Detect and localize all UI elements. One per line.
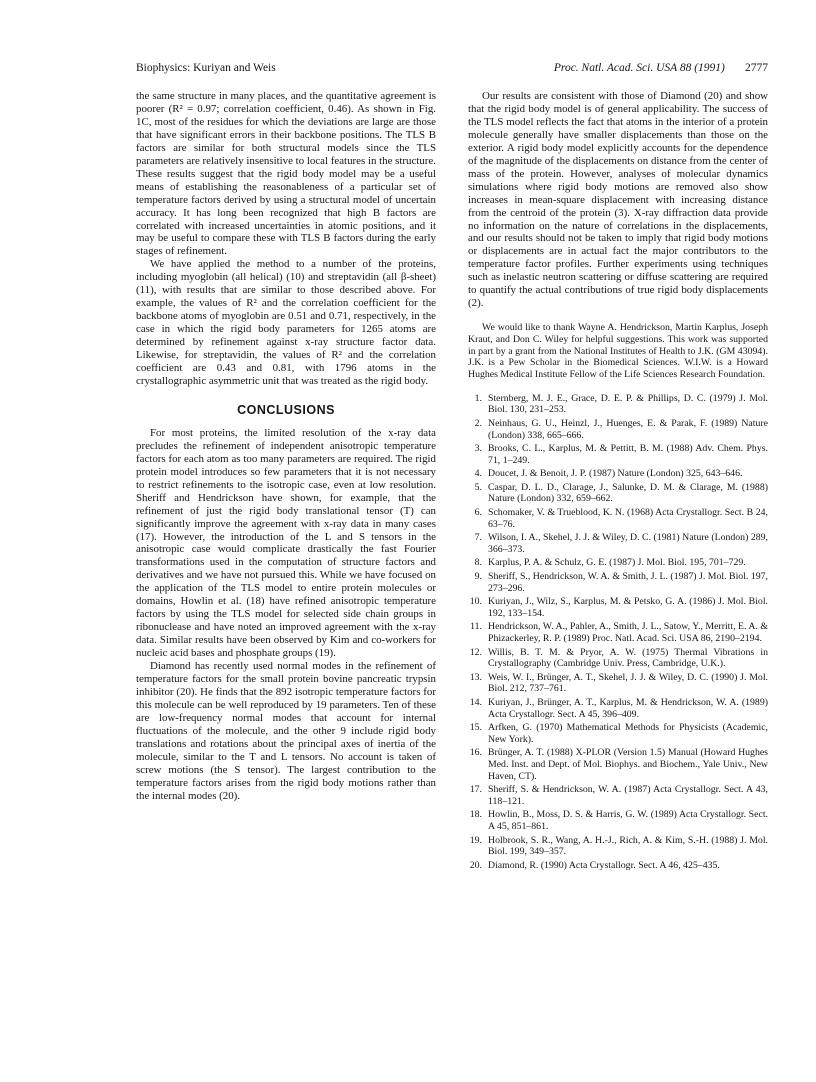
reference-item <box>468 418 768 441</box>
reference-number: 3. <box>474 443 482 455</box>
reference-number: 4. <box>474 468 482 480</box>
reference-number: 15. <box>469 722 482 734</box>
reference-number: 12. <box>469 646 482 658</box>
reference-text: Doucet, J. & Benoit, J. P. (1987) Nature (London) 325, 643–646. <box>488 468 743 480</box>
paragraph: We have applied the method to a number of the proteins, including myoglobin (all helical) (10) and streptavidin (all β-sheet) (11), with results that are similar to those described above. For example, the values of R² and the correlation coefficient for the backbone atoms of myoglobin are 0.51 and 0.71, respectively, in the case in which the rigid body parameters for 1265 atoms are determined by refinement against x-ray structure factor data. Likewise, for streptavidin, the values of R² and the correlation coefficient are 0.43 and 0.81, with 1796 atoms in the crystallographic asymmetric unit that was treated as the rigid body. <box>136 258 436 387</box>
header-section-authors: Biophysics: Kuriyan and Weis <box>136 62 276 74</box>
paragraph: Our results are consistent with those of Diamond (20) and show that the rigid body model is of general applicability. The success of the TLS model reflects the fact that atoms in the interior of a protein molecule generally have smaller displacements than those on the exterior. A rigid body model explicitly accounts for the dependence of the magnitude of the displacements on distance from the center of mass of the protein. However, analyses of molecular dynamics simulations where rigid body motions are removed also show increases in mean-square displacement with increasing distance from the centroid of the protein (3). X-ray diffraction data provide no information on the nature of correlations in the displacements, and our results should not be taken to imply that rigid body motions or displacements are in actual fact the major contributors to the temperature factor profiles. Further experiments using techniques such as inelastic neutron scattering or diffuse scattering are required to quantify the actual contributions of true rigid body displacements (2). <box>468 90 768 310</box>
reference-number: 20. <box>469 859 482 871</box>
reference-item <box>468 443 768 466</box>
reference-item <box>468 747 768 782</box>
paragraph: For most proteins, the limited resolution of the x-ray data precludes the refinement of independent anisotropic temperature factors for each atom as too many parameters are required. The rigid protein model introduces so few parameters that it is not necessary to restrict refinements to the isotropic case, even at low resolution. Sheriff and Hendrickson have shown, for example, that the refinement of just the rigid body translational tensor (T) can significantly improve the agreement with x-ray data in many cases (17). However, the introduction of the L and S tensors in the anisotropic case would complicate drastically the fast Fourier transformations used in the computation of structure factors and derivatives and we have not pursued this. While we have focused on the application of the TLS model to entire protein molecules or domains, Howlin et al. (18) have refined anisotropic temperature factors by using the TLS model for selected side chain groups in ribonuclease and have noted an improved agreement with the x-ray data. Similar results have been observed by Kim and co-workers for nucleic acid bases and phosphate groups (19). <box>136 426 436 660</box>
reference-item <box>468 393 768 416</box>
reference-item <box>468 809 768 832</box>
reference-item <box>468 722 768 745</box>
reference-number: 1. <box>474 392 482 404</box>
reference-item <box>468 860 768 872</box>
reference-text: Kuriyan, J., Wilz, S., Karplus, M. & Petsko, G. A. (1986) J. Mol. Biol. 192, 133–154. <box>488 596 768 619</box>
acknowledgments: We would like to thank Wayne A. Hendrickson, Martin Karplus, Joseph Kraut, and Don C. Wiley for helpful suggestions. This work was supported in part by a grant from the National Institutes of Health to J.K. (GM 43094). J.K. is a Pew Scholar in the Biomedical Sciences. W.I.W. is a Howard Hughes Medical Institute Fellow of the Life Sciences Research Foundation. <box>468 322 768 381</box>
reference-text: Neinhaus, G. U., Heinzl, J., Huenges, E. & Parak, F. (1989) Nature (London) 338, 665–666. <box>488 417 768 441</box>
reference-number: 13. <box>469 671 482 683</box>
reference-item <box>468 835 768 858</box>
reference-text: Diamond, R. (1990) Acta Crystallogr. Sect. A 46, 425–435. <box>488 859 720 871</box>
reference-text: Caspar, D. L. D., Clarage, J., Salunke, D. M. & Clarage, M. (1988) Nature (London) 332, 659–662. <box>488 481 768 505</box>
page-number: 2777 <box>745 62 768 74</box>
reference-text: Weis, W. I., Brünger, A. T., Skehel, J. J. & Wiley, D. C. (1990) J. Mol. Biol. 212, 737–761. <box>488 671 768 695</box>
left-column <box>136 90 436 803</box>
reference-text: Arfken, G. (1970) Mathematical Methods for Physicists (Academic, New York). <box>488 722 768 745</box>
reference-item <box>468 571 768 594</box>
reference-item <box>468 482 768 505</box>
reference-item <box>468 507 768 530</box>
reference-number: 7. <box>474 532 482 544</box>
reference-item <box>468 647 768 670</box>
paragraph: the same structure in many places, and the quantitative agreement is poorer (R² = 0.97; correlation coefficient, 0.46). As shown in Fig. 1C, most of the residues for which the deviations are large are those that have significant errors in their backbone positions. The TLS B factors are similar for both structural models since the TLS parameters are relatively insensitive to local features in the structure. These results suggest that the rigid body model may be a useful means of establishing the reasonableness of a particular set of temperature factors derived by using a structural model of uncertain accuracy. It has long been recognized that high B factors are correlated with increased uncertainties in atomic positions, and it may be useful to compare these with TLS B factors during the early stages of refinement. <box>136 90 436 258</box>
section-heading-conclusions: CONCLUSIONS <box>237 402 335 417</box>
reference-text: Brünger, A. T. (1988) X-PLOR (Version 1.5) Manual (Howard Hughes Med. Inst. and Dept. of Mol. Biophys. and Biochem., Yale Univ., New Haven, CT). <box>488 747 768 782</box>
reference-number: 5. <box>474 481 482 493</box>
reference-number: 16. <box>469 747 482 759</box>
running-header <box>136 62 768 78</box>
reference-text: Holbrook, S. R., Wang, A. H.-J., Rich, A. & Kim, S.-H. (1988) J. Mol. Biol. 199, 349–357. <box>488 834 768 858</box>
reference-text: Schomaker, V. & Trueblood, K. N. (1968) Acta Crystallogr. Sect. B 24, 63–76. <box>488 507 768 530</box>
reference-text: Sheriff, S. & Hendrickson, W. A. (1987) Acta Crystallogr. Sect. A 43, 118–121. <box>488 784 768 807</box>
reference-number: 14. <box>469 696 482 708</box>
reference-item <box>468 596 768 619</box>
header-journal-page <box>554 62 768 74</box>
reference-text: Brooks, C. L., Karplus, M. & Pettitt, B. M. (1988) Adv. Chem. Phys. 71, 1–249. <box>488 443 768 466</box>
reference-number: 9. <box>474 571 482 583</box>
reference-text: Hendrickson, W. A., Pahler, A., Smith, J. L., Satow, Y., Merritt, E. A. & Phizackerley, R. P. (1989) Proc. Natl. Acad. Sci. USA 86, 2190–2194. <box>488 621 768 644</box>
reference-number: 11. <box>470 621 482 633</box>
reference-text: Howlin, B., Moss, D. S. & Harris, G. W. (1989) Acta Crystallogr. Sect. A 45, 851–861. <box>488 809 768 832</box>
reference-number: 6. <box>474 507 482 519</box>
reference-item <box>468 672 768 695</box>
reference-number: 18. <box>469 809 482 821</box>
reference-number: 8. <box>474 557 482 569</box>
reference-item <box>468 621 768 644</box>
reference-item <box>468 557 768 569</box>
reference-text: Willis, B. T. M. & Pryor, A. W. (1975) Thermal Vibrations in Crystallography (Cambridge Univ. Press, Cambridge, U.K.). <box>488 646 768 670</box>
reference-number: 10. <box>469 596 482 608</box>
reference-number: 17. <box>469 784 482 796</box>
reference-text: Wilson, I. A., Skehel, J. J. & Wiley, D. C. (1981) Nature (London) 289, 366–373. <box>488 532 768 555</box>
reference-number: 2. <box>474 417 482 429</box>
reference-text: Sternberg, M. J. E., Grace, D. E. P. & Phillips, D. C. (1979) J. Mol. Biol. 130, 231–253. <box>488 392 768 416</box>
reference-text: Karplus, P. A. & Schulz, G. E. (1987) J. Mol. Biol. 195, 701–729. <box>488 557 746 569</box>
reference-text: Kuriyan, J., Brünger, A. T., Karplus, M. & Hendrickson, W. A. (1989) Acta Crystallogr. Sect. A 45, 396–409. <box>488 696 768 720</box>
reference-item <box>468 468 768 480</box>
header-journal: Proc. Natl. Acad. Sci. USA 88 (1991) <box>553 62 725 74</box>
reference-item <box>468 532 768 555</box>
reference-item <box>468 697 768 720</box>
reference-item <box>468 784 768 807</box>
reference-number: 19. <box>469 834 482 846</box>
paragraph: Diamond has recently used normal modes in the refinement of temperature factors for the small protein bovine pancreatic trypsin inhibitor (20). He finds that the 892 isotropic temperature factors for this molecule can be well reproduced by 19 parameters. Ten of these are low-frequency normal modes that account for internal fluctuations of the molecule, and the other 9 include rigid body translations and rotations about the principal axes of inertia of the molecule, similar to the T and L tensors. No account is taken of screw motions (the S tensor). The largest contribution to the temperature factors arises from the rigid body motions rather than the internal modes (20). <box>136 660 436 802</box>
references-list <box>468 393 768 872</box>
reference-text: Sheriff, S., Hendrickson, W. A. & Smith, J. L. (1987) J. Mol. Biol. 197, 273–296. <box>488 571 768 594</box>
right-column <box>468 90 768 873</box>
